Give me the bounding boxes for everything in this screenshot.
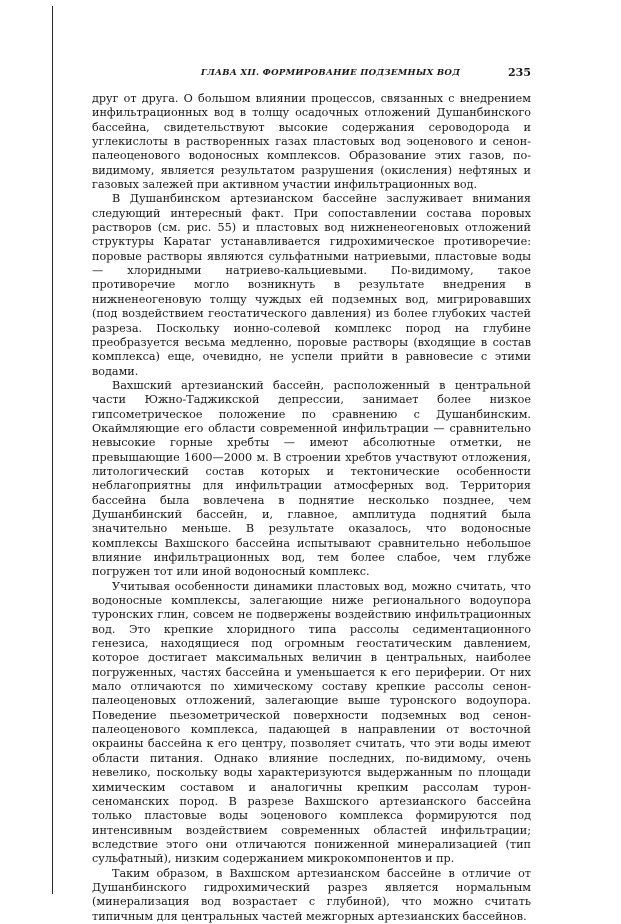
page-edge-rule: [52, 6, 53, 894]
paragraph-2: В Душанбинском артезианском бассейне заслуживает внимания следующий интересный факт. При сопоставлении состава поровых растворов (см. рис. 55) и пластовых вод нижненеогеновых отложений структуры Каратаг устанавливается гидрохимическое противоречие: поровые растворы являются сульфатными натриевыми, пластовые воды — хлоридными натриево-кальциевыми. По-видимому, такое противоречие могло возникнуть в результате внедрения в нижненеогеновую толщу чуждых ей подземных вод, мигрировавших (под воздействием геостатического давления) из более глубоких частей разреза. Поскольку ионно-солевой комплекс пород на глубине преобразуется весьма медленно, поровые растворы (входящие в состав комплекса) еще, очевидно, не успели прийти в равновесие с этими водами.: [92, 192, 531, 378]
paragraph-1: друг от друга. О большом влиянии процессов, связанных с внедрением инфильтрационных вод в толщу осадочных отложений Душанбинского бассейна, свидетельствуют высокие содержания сероводорода и углекислоты в растворенных газах пластовых вод эоценового и сенон-палеоценового водоносных комплексов. Образование этих газов, по-видимому, является результатом разрушения (окисления) нефтяных и газовых залежей при активном участии инфильтрационных вод.: [92, 92, 531, 192]
paragraph-5: Таким образом, в Вахшском артезианском бассейне в отличие от Душанбинского гидрохимический разрез является нормальным (минерализация вод возрастает с глубиной), что можно считать типичным для центральных частей межгорных артезианских бассейнов.: [92, 866, 531, 923]
paragraph-4: Учитывая особенности динамики пластовых вод, можно считать, что водоносные комплексы, залегающие ниже регионального водоупора туронских глин, совсем не подвержены воздействию инфильтрационных вод. Это крепкие хлоридного типа рассолы седиментационного генезиса, находящиеся под огромным геостатическим давлением, которое достигает максимальных величин в центральных, наиболее погруженных, частях бассейна и уменьшается к его периферии. От них мало отличаются по химическому составу крепкие рассолы сенон-палеоценовых отложений, залегающие выше туронского водоупора. Поведение пьезометрической поверхности подземных вод сенон-палеоценового комплекса, падающей в направлении от восточной окраины бассейна к его центру, позволяет считать, что эти воды имеют области питания. Однако влияние последних, по-видимому, очень невелико, поскольку воды характеризуются выдержанным по площади химическим составом и аналогичны крепким рассолам турон-сеноманских пород. В разрезе Вахшского артезианского бассейна только пластовые воды эоценового комплекса формируются под интенсивным воздействием современных областей инфильтрации; вследствие этого они отличаются пониженной минерализацией (тип сульфатный), низким содержанием микрокомпонентов и пр.: [92, 579, 531, 866]
running-header: [92, 66, 531, 82]
paragraph-3: Вахшский артезианский бассейн, расположенный в центральной части Южно-Таджикской депрессии, занимает более низкое гипсометрическое положение по сравнению с Душанбинским. Окаймляющие его области современной инфильтрации — сравнительно невысокие горные хребты — имеют абсолютные отметки, не превышающие 1600—2000 м. В строении хребтов участвуют отложения, литологический состав которых и тектонические особенности неблагоприятны для инфильтрации атмосферных вод. Территория бассейна была вовлечена в поднятие несколько позднее, чем Душанбинский бассейн, и, главное, амплитуда поднятий была значительно меньше. В результате оказалось, что водоносные комплексы Вахшского бассейна испытывают сравнительно небольшое влияние инфильтрационных вод, тем более слабое, чем глубже погружен тот или иной водоносный комплекс.: [92, 378, 531, 579]
chapter-title: ГЛАВА XII. ФОРМИРОВАНИЕ ПОДЗЕМНЫХ ВОД: [200, 68, 461, 78]
page-number: 235: [508, 66, 531, 79]
book-page: [92, 66, 531, 924]
body-text: [92, 92, 531, 924]
